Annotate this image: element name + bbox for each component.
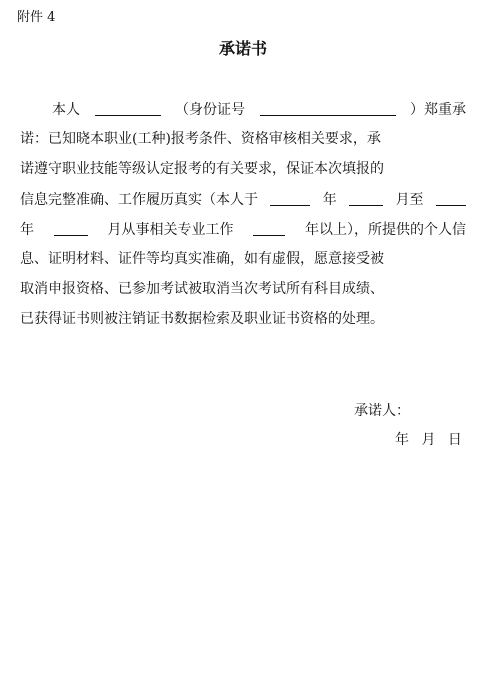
paragraph-line-8 <box>20 309 466 329</box>
paragraph-line-1 <box>52 99 466 119</box>
start-year-blank <box>270 191 310 206</box>
end-month-blank <box>54 221 88 236</box>
attachment-label: 附件 4 <box>17 10 56 25</box>
text-segment: 年以上），所提供的个人信 <box>305 222 466 238</box>
signatory-label: 承诺人： <box>354 403 410 419</box>
text-segment: 年 <box>322 192 337 208</box>
text-segment: 息、证明材料、证件等均真实准确，如有虚假，愿意接受被 <box>20 251 384 267</box>
text-segment: 本人 <box>52 102 80 118</box>
paragraph-line-4 <box>20 189 466 209</box>
text-segment: 年 <box>20 222 34 238</box>
text-segment: 已获得证书则被注销证书数据检索及职业证书资格的处理。 <box>20 311 384 327</box>
paragraph-line-3 <box>20 159 466 179</box>
paragraph-line-2 <box>20 129 466 149</box>
name-blank <box>95 101 161 116</box>
text-segment: 诺遵守职业技能等级认定报考的有关要求，保证本次填报的 <box>20 161 384 177</box>
signature-date: 年 月 日 <box>395 432 462 448</box>
text-segment: ）郑重承 <box>410 102 466 118</box>
text-segment: 月从事相关专业工作 <box>107 222 234 238</box>
start-month-blank <box>349 191 383 206</box>
page-title: 承诺书 <box>218 39 267 58</box>
text-segment: 信息完整准确、工作履历真实（本人于 <box>20 192 258 208</box>
text-segment: （身份证号 <box>175 102 245 118</box>
text-segment: 月至 <box>395 192 424 208</box>
id-number-blank <box>260 101 396 116</box>
years-blank <box>253 221 285 236</box>
paragraph-line-7 <box>20 279 466 299</box>
paragraph-line-5 <box>20 219 466 239</box>
text-segment: 取消申报资格、已参加考试被取消当次考试所有科目成绩、 <box>20 281 384 297</box>
text-segment: 诺：已知晓本职业(工种)报考条件、资格审核相关要求，承 <box>20 131 381 147</box>
end-year-blank <box>436 191 466 206</box>
paragraph-line-6 <box>20 249 466 269</box>
